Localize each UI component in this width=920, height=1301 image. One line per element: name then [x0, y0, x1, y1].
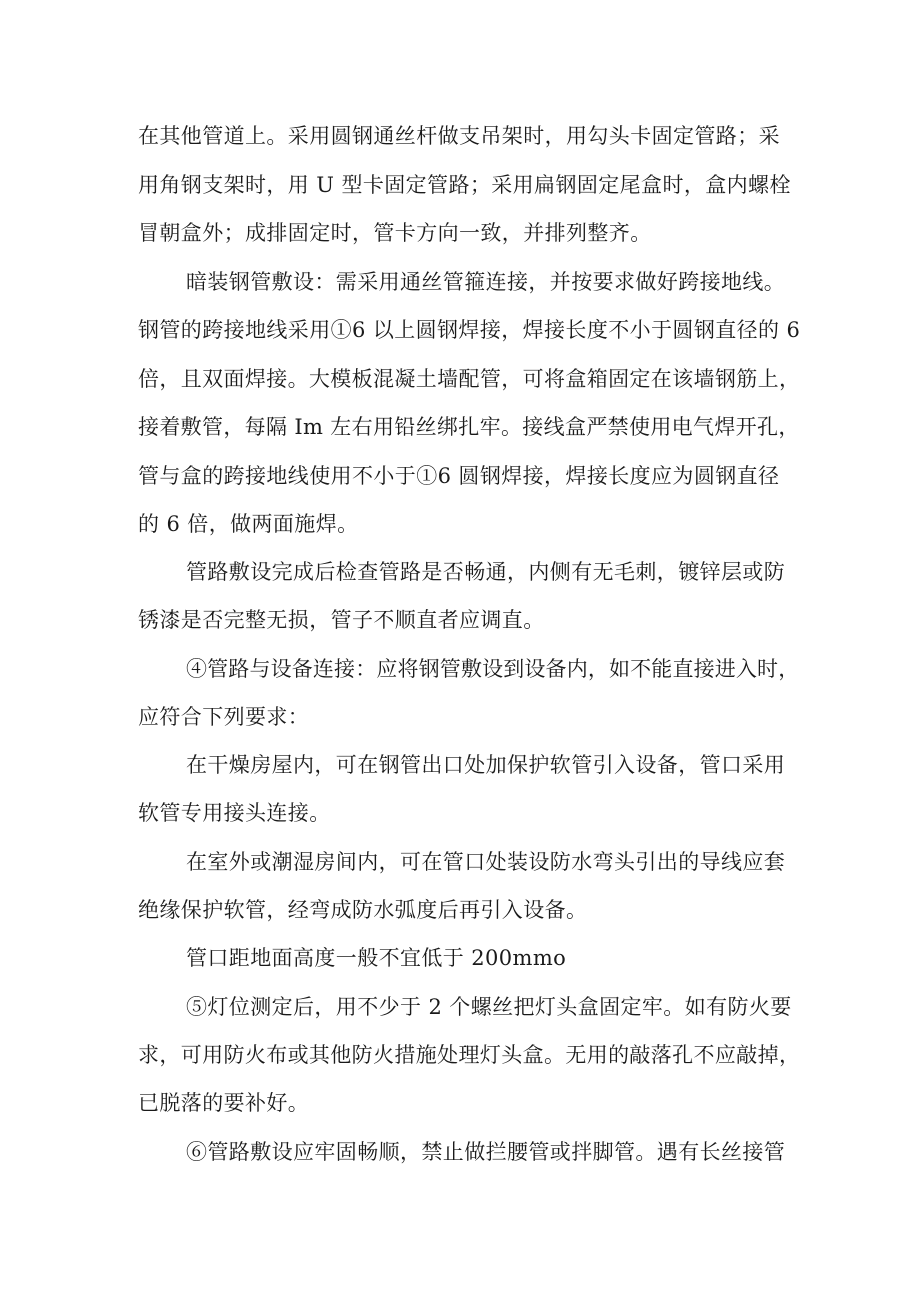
text-line: 在其他管道上。采用圆钢通丝杆做支吊架时，用勾头卡固定管路；采: [138, 124, 780, 148]
text-line: 绝缘保护软管，经弯成防水弧度后再引入设备。: [138, 898, 588, 922]
text-line: 的 6 倍，做两面施焊。: [138, 512, 359, 536]
text-line: 冒朝盒外；成排固定时，管卡方向一致，并排列整齐。: [138, 221, 652, 245]
paragraph-start: 在干燥房屋内，可在钢管出口处加保护软管引入设备，管口采用: [186, 753, 786, 777]
text-line: 倍，且双面焊接。大模板混凝土墙配管，可将盒箱固定在该墙钢筋上，: [138, 367, 801, 391]
text-line: 应符合下列要求：: [138, 705, 310, 729]
text-line: 已脱落的要补好。: [138, 1091, 310, 1115]
paragraph-start: ④管路与设备连接：应将钢管敷设到设备内，如不能直接进入时，: [186, 657, 800, 681]
text-line: 锈漆是否完整无损，管子不顺直者应调直。: [138, 608, 545, 632]
paragraph-start: 管路敷设完成后检查管路是否畅通，内侧有无毛刺，镀锌层或防: [186, 560, 786, 584]
paragraph-start: 暗装钢管敷设：需采用通丝管箍连接，并按要求做好跨接地线。: [186, 270, 786, 294]
paragraph-start: ⑥管路敷设应牢固畅顺，禁止做拦腰管或拌脚管。遇有长丝接管: [186, 1140, 786, 1164]
paragraph-start: ⑤灯位测定后，用不少于 2 个螺丝把灯头盒固定牢。如有防火要: [186, 995, 792, 1019]
paragraph-start: 在室外或潮湿房间内，可在管口处装设防水弯头引出的导线应套: [186, 850, 786, 874]
text-line: 软管专用接头连接。: [138, 801, 331, 825]
text-line: 接着敷管，每隔 Im 左右用铅丝绑扎牢。接线盒严禁使用电气焊开孔，: [138, 415, 800, 439]
text-line: 用角钢支架时，用 U 型卡固定管路；采用扁钢固定尾盒时，盒内螺栓: [138, 173, 791, 197]
text-line: 管与盒的跨接地线使用不小于①6 圆钢焊接，焊接长度应为圆钢直径: [138, 464, 780, 488]
paragraph-start: 管口距地面高度一般不宜低于 200mmo: [186, 946, 567, 970]
text-line: 钢管的跨接地线采用①6 以上圆钢焊接，焊接长度不小于圆钢直径的 6: [138, 318, 801, 342]
text-line: 求，可用防火布或其他防火措施处理灯头盒。无用的敲落孔不应敲掉，: [138, 1043, 801, 1067]
